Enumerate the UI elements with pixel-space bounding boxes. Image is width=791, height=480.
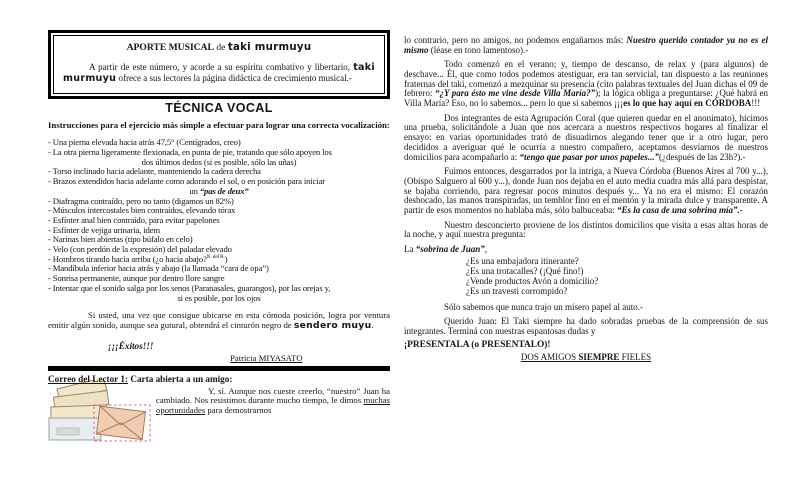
question-line: ¿Vende productos Avón a domicilio? [466,276,599,287]
letter-body-text: Y, sí. Aunque nos cueste creerlo, “nuestro” Juan ha cambiado. Nos resistimos durante mucho tiempo, le dimos muchas oportunidades para demostrarnos [156,385,390,416]
paragraph-contador: lo contrario, pero no amigos, no podemos engañarnos más: Nuestro querido contador ya no es el mismo (léase en tono lamentoso).- [404,35,768,55]
instruction-item: - Brazos extendidos hacia adelante como adorando el sol, o en posición para iniciar un “pas de deux” [48,176,326,196]
instruction-item: - Mandíbula inferior hacia atrás y abajo (la llamada “cara de opa”) [48,263,269,274]
aporte-musical-box [53,35,385,94]
instruction-item: - Hombros tirando hacia arriba (¿o hacia abajo?$^{N. del R.}$) [48,253,228,264]
instruction-item: - Esfínter de vejiga urinaria, idem [48,224,160,235]
sobrina-line: La “sobrina de Juan”, [404,243,488,254]
paragraph-prueba: Dos integrantes de esta Agrupación Coral (que quieren quedar en el anonimato), hicimos una prueba, solicitándole a Juan que nos acercara a nuestros respectivos hogares al finalizar el ensayo: en varias oportunidades trató de disuadirnos alegando tener que ir a otro lugar, pero decididos a averiguar qué le ocurría a nuestro compañero, aceptamos desviarnos de nuestros domicilios para acompañarlo a: “tengo que pasar por unos papeles...”(¿después de las 23h?).- [404,112,768,162]
presentala-line: ¡PRESENTALA (o PRESENTALO)! [404,340,551,351]
question-line: ¿Es una trotacalles? (¡Qué fino!) [466,266,584,277]
question-line: ¿Es una embajadora itinerante? [466,256,579,267]
instruction-item: - Intentar que el sonido salga por los senos (Paranasales, guarangos), por las orejas y, si es posible, por los ojos [48,282,331,303]
right-column [404,36,768,363]
paragraph-nueva-cordoba: Fuimos entonces, desgarrados por la intriga, a Nueva Córdoba (Buenos Aires al 700 y...), (Obispo Salguero al 600 y...), donde Juan nos dejaba en el auto media cuadra más allá para despistar, se bajaba corriendo, para regresar pocos minutos después y... Ya no era el mismo: El corazón desbocado, las manos transpiradas, un temblor fino en el mentón y la mirada dulce y transparente. A partir de esos momentos no hablaba más, sólo balbuceaba: “Es la casa de una sobrina mía”.- [404,166,768,216]
instruction-item: - Diafragma contraído, pero no tanto (digamos un 82%) [48,195,234,206]
letter-paragraph [48,387,390,416]
aporte-box-title: APORTE MUSICAL de taki murmuyu [126,42,312,53]
instruction-item: - La otra pierna ligeramente flexionada, en punta de pie, tratando que sólo apoyen los dos últimos dedos (si es posible, sólo las uñas) [48,147,332,167]
instruction-item: - Sonrisa permanente, aunque por dentro llore sangre [48,273,225,284]
instructions-intro: Instrucciones para el ejercicio más simple a efectuar para lograr una correcta vocalización: [48,119,390,130]
instructions-list [48,138,390,303]
closing-paragraph: Si usted, una vez que consigue ubicarse en esta cómoda posición, logra por ventura emitir algún sonido, aunque sea gutural, obtendrá el cinturón negro de sendero muyu. [48,310,390,331]
paragraph-desconcierto: Nuestro desconcierto proviene de los distintos domicilios que visita a esas altas horas de la noche, y aquí nuestra pregunta: [404,219,768,240]
instruction-item: - Velo (con perdón de la expresión) del paladar elevado [48,244,232,255]
left-column [48,30,390,442]
instruction-item: - Narinas bien abiertas (tipo búfalo en celo) [48,234,193,245]
envelopes-clipart [48,380,152,442]
questions-list [466,257,768,296]
signature-row [48,354,390,364]
instruction-item: - Músculos intercostales bien contraídos, elevando tórax [48,205,236,216]
aporte-box-body: A partir de este número, y acorde a su espíritu combativo y libertario, taki murmuyu ofrece a sus lectores la página didáctica de crecimiento musical.- [63,61,375,85]
letter-heading: Correo del Lector 1: Carta abierta a un amigo: [48,374,233,385]
exitos-line: ¡¡¡Éxitos!!! [108,340,154,351]
paragraph-solo-sabemos: Sólo sabemos que nunca trajo un mísero papel al auto.- [444,301,643,312]
section-divider [48,366,390,371]
paragraph-querido-juan: Querido Juan: El Taki siempre ha dado sobradas pruebas de la comprensión de sus integrantes. Terminá con nuestras espantosas dudas y [404,315,768,336]
instruction-item: - Torso inclinado hacia adelante, manteniendo la cadera derecha [48,166,261,177]
paragraph-verano: Todo comenzó en el verano; y, tiempo de descanso, de relax y (para algunos) de deschave... Él, que como todos podemos atestiguar, era tan servicial, tan dispuesto a las reuniones fraternas del taki, comenzó a mezquinar su presencia (cito palabras textuales del Juan dichas el 09 de febrero: “¿Y para ésto me vine desde Villa María?”); la lógica obliga a preguntarse: ¿Qué habrá en Villa María? Eso, no lo sabemos... pero lo que sí sabemos ¡¡¡es lo que hay aquí en CÓRDOBA!!! [404,59,768,109]
question-line: ¿Es un travesti corrompido? [466,285,568,296]
instruction-item: - Esfínter anal bien contraído, para evitar papelones [48,214,220,225]
firma-line: DOS AMIGOS SIEMPRE FIELES [520,351,652,362]
instruction-item: - Una pierna elevada hacia atrás 47,5° (Centígrados, creo) [48,137,241,148]
tecnica-vocal-heading: TÉCNICA VOCAL [165,100,273,115]
signature-line: Patricia MIYASATO [230,353,303,364]
